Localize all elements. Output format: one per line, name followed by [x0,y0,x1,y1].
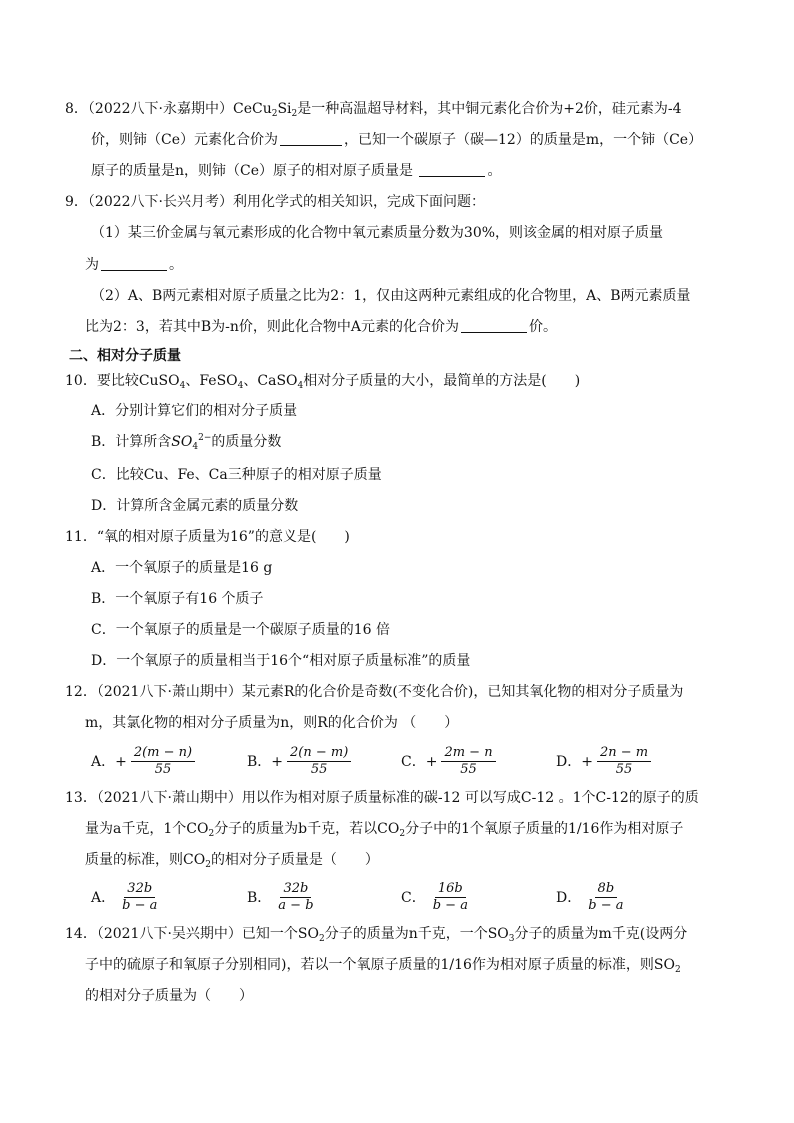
q8-line1: 8．（2022八下·永嘉期中）$CeCu_2Si_2$是一种高温超导材料，其中铜元素化合价为+2价，硅元素为-4 [65,101,682,119]
q10-stem: 10．要比较CuSO$_4$、FeSO$_4$、CaSO$_4$相对分子质量的大小，最简单的方法是( ) [65,373,581,391]
q11-option-b[interactable]: B．一个氧原子有16 个质子 [91,591,264,607]
q13-option-b[interactable]: B． $\frac{32b}{a - b}$ [247,877,317,917]
fraction: $\frac{2(n - m)}{55}$ [287,745,351,778]
q12-option-b[interactable]: B．+ $\frac{2(n - m)}{55}$ [247,741,351,781]
answer-blank[interactable] [280,131,342,146]
q9-part1-line1: （1）某三价金属与氧元素形成的化合物中氧元素质量分数为30%，则该金属的相对原子质量 [91,225,664,241]
q9-part2-line2: 比为2：3，若其中B为-n价，则此化合物中A元素的化合价为 价。 [85,319,557,335]
q9-part1-line2: 为 。 [85,257,183,273]
q11-option-d[interactable]: D．一个氧原子的质量相当于16个“相对原子质量标准”的质量 [91,653,471,669]
q10-option-a[interactable]: A．分别计算它们的相对分子质量 [91,403,298,419]
fraction: $\frac{2(m - n)}{55}$ [131,745,195,778]
fraction: $\frac{32b}{b - a}$ [122,880,158,913]
answer-blank[interactable] [461,318,527,333]
answer-blank[interactable] [419,162,485,177]
fraction: $\frac{32b}{a - b}$ [278,880,314,913]
q14-line2: 子中的硫原子和氧原子分别相同)，若以一个氧原子质量的1/16作为相对原子质量的标准，则$SO_2$ [85,957,681,975]
q13-line3: 质量的标准，则$CO_2$的相对分子质量是（ ） [85,852,379,870]
q12-option-c[interactable]: C．+ $\frac{2m - n}{55}$ [401,741,496,781]
q13-option-a[interactable]: A． $\frac{32b}{b - a}$ [91,877,160,917]
q8-line3: 原子的质量是n，则铈（Ce）原子的相对原子质量是 。 [91,163,502,179]
q13-option-c[interactable]: C． $\frac{16b}{b - a}$ [401,877,471,917]
q10-option-b[interactable]: B．计算所含$SO_4^{2-}$的质量分数 [91,433,282,452]
q12-line2: m，其氯化物的相对分子质量为n，则R的化合价为 （ ） [85,715,459,731]
q12-option-a[interactable]: A．+ $\frac{2(m - n)}{55}$ [91,741,195,781]
answer-blank[interactable] [101,256,167,271]
q13-line1: 13．（2021八下·萧山期中）用以作为相对原子质量标准的碳-12 可以写成C-12 。1个C-12的原子的质 [65,790,699,806]
fraction: $\frac{16b}{b - a}$ [432,880,468,913]
q12-option-d[interactable]: D．+ $\frac{2n - m}{55}$ [556,741,651,781]
q11-option-a[interactable]: A．一个氧原子的质量是16 g [91,560,273,576]
section-heading: 二、相对分子质量 [69,348,181,364]
fraction: $\frac{8b}{b - a}$ [588,880,624,913]
q12-line1: 12．（2021八下·萧山期中）某元素R的化合价是奇数(不变化合价)，已知其氧化物的相对分子质量为 [65,684,684,700]
q9-stem: 9．（2022八下·长兴月考）利用化学式的相关知识，完成下面问题： [65,194,485,210]
q13-line2: 量为a千克，1个$CO_2$分子的质量为b千克，若以$CO_2$分子中的1个氧原子质量的1/16作为相对原子 [85,821,684,839]
q9-part2-line1: （2）A、B两元素相对原子质量之比为2：1，仅由这两种元素组成的化合物里，A、B两元素质量 [91,288,691,304]
q14-line1: 14．（2021八下·吴兴期中）已知一个$SO_2$分子的质量为n千克，一个$SO_3$分子的质量为m千克(设两分 [65,926,688,944]
q14-line3: 的相对分子质量为（ ） [85,988,253,1004]
fraction: $\frac{2m - n}{55}$ [441,745,495,778]
q13-option-d[interactable]: D． $\frac{8b}{b - a}$ [556,877,626,917]
q8-line2: 价，则铈（Ce）元素化合价为 ，已知一个碳原子（碳—12）的质量是m，一个铈（Ce） [91,132,703,148]
q10-option-d[interactable]: D．计算所含金属元素的质量分数 [91,498,299,514]
q11-stem: 11．“氧的相对原子质量为16”的意义是( ) [65,529,350,545]
q10-option-c[interactable]: C．比较Cu、Fe、Ca三种原子的相对原子质量 [91,467,382,483]
q11-option-c[interactable]: C．一个氧原子的质量是一个碳原子质量的16 倍 [91,622,390,638]
fraction: $\frac{2n - m}{55}$ [597,745,651,778]
